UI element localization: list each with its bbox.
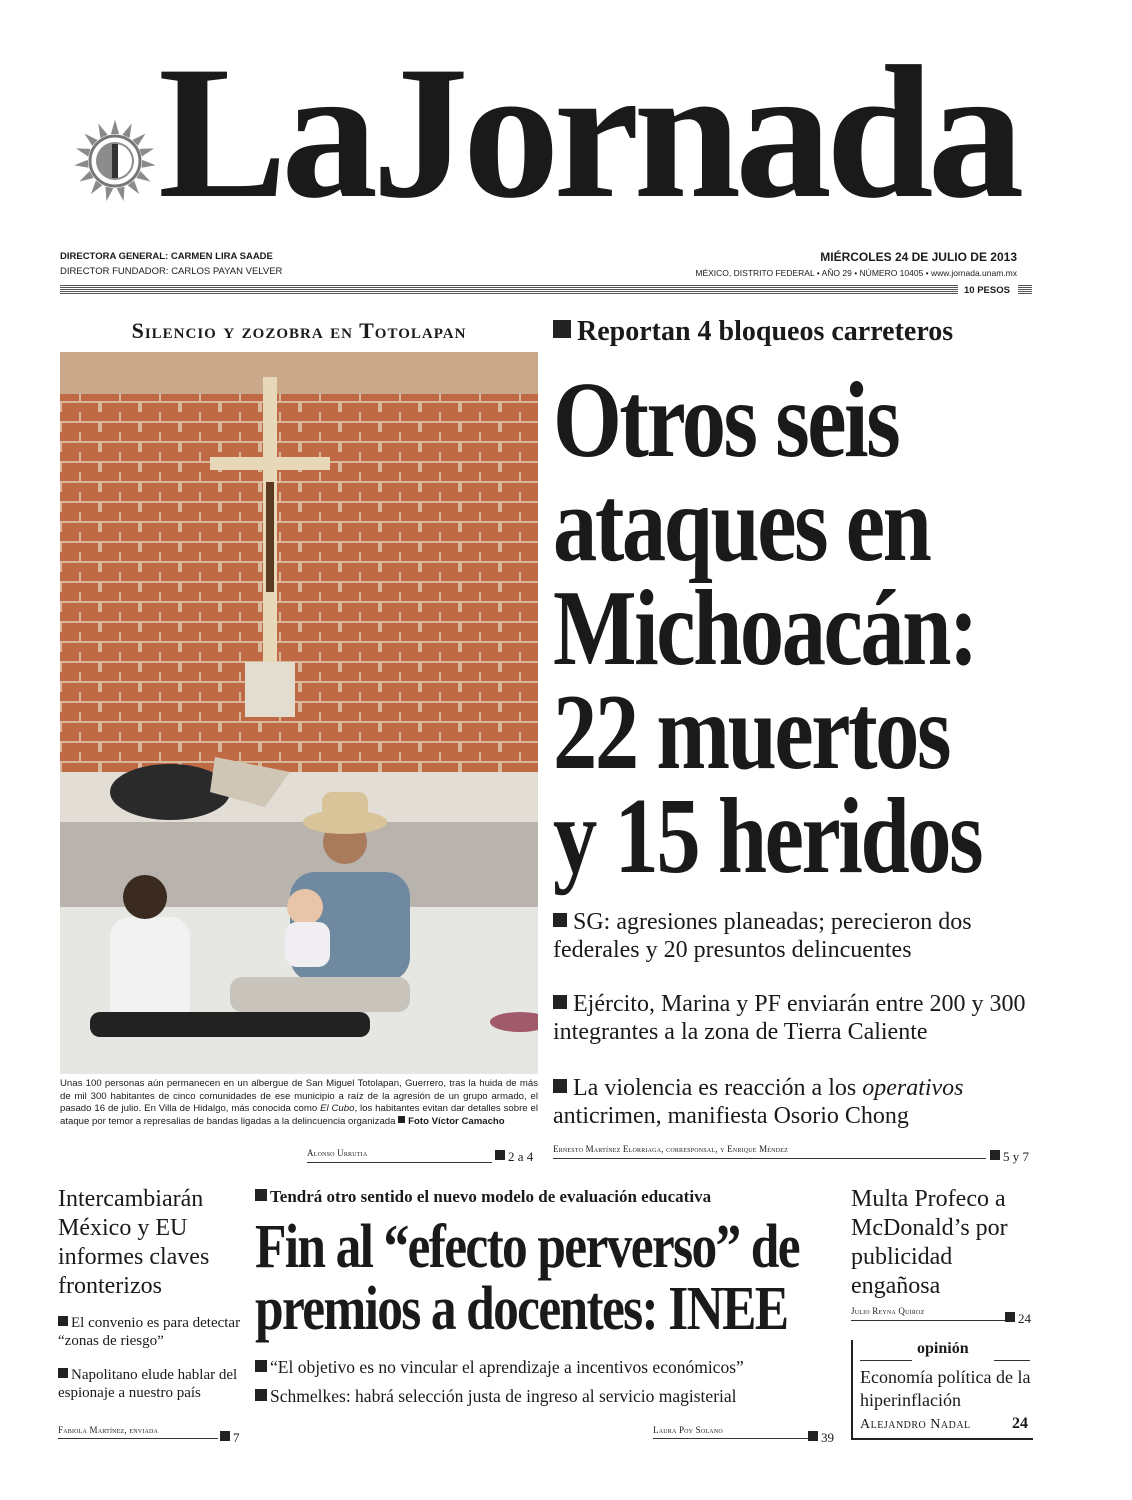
center-bullet-1: “El objetivo es no vincular el aprendizaje a incentivos económicos”: [255, 1357, 744, 1378]
lead-bullet-2: Ejército, Marina y PF enviarán entre 200 y 300 integrantes a la zona de Tierra Caliente: [553, 991, 1026, 1045]
issue-date: MIÉRCOLES 24 DE JULIO DE 2013: [820, 250, 1017, 264]
main-photo: [60, 352, 538, 1074]
left-bullet-2: Napolitano elude hablar del espionaje a nuestro país: [58, 1367, 238, 1401]
founder-credit: DIRECTOR FUNDADOR: CARLOS PAYAN VELVER: [60, 266, 283, 277]
masthead-rule: [60, 285, 958, 294]
opinion-title: Economía política de la hiperinflación: [860, 1367, 1031, 1410]
left-pages: 7: [220, 1430, 240, 1446]
lead-bullet-1: SG: agresiones planeadas; perecieron dos federales y 20 presuntos delincuentes: [553, 909, 972, 963]
right-byline: Julio Reyna Quiroz: [851, 1306, 925, 1316]
photo-story-pages: 2 a 4: [495, 1149, 533, 1165]
opinion-page: 24: [1012, 1415, 1028, 1432]
center-byline: Laura Poy Solano: [653, 1425, 723, 1435]
center-pages: 39: [808, 1430, 834, 1446]
right-pages: 24: [1005, 1311, 1031, 1327]
newspaper-logo: LaJornada: [158, 28, 1019, 238]
left-story-headline: Intercambiarán México y EU informes claves fronterizos: [58, 1186, 210, 1299]
right-story-headline: Multa Profeco a McDonald’s por publicidad engañosa: [851, 1186, 1008, 1299]
sun-logo-icon: [72, 118, 158, 204]
center-bullet-2: Schmelkes: habrá selección justa de ingreso al servicio magisterial: [255, 1386, 737, 1407]
lead-kicker: Reportan 4 bloqueos carreteros: [553, 316, 953, 348]
director-credit: DIRECTORA GENERAL: CARMEN LIRA SAADE: [60, 251, 273, 262]
lead-byline: Ernesto Martínez Elorriaga, corresponsal, y Enrique Méndez: [553, 1144, 788, 1154]
lead-headline: Otros seis ataques en Michoacán: 22 muertos y 15 heridos: [553, 361, 982, 896]
photo-story-title: Silencio y zozobra en Totolapan: [131, 318, 467, 343]
center-headline: Fin al “efecto perverso” de premios a docentes: INEE: [255, 1213, 799, 1343]
photo-caption: Unas 100 personas aún permanecen en un albergue de San Miguel Totolapan, Guerrero, tras la huida de más de mil 300 habitantes de cinco comunidades de ese municipio a raíz de la agresión de un grupo armado, el pasado 16 de julio. En Villa de Hidalgo, más conocida como El Cubo, los habitantes evitan dar detalles sobre el ataque por temor a represalias de bandas ligadas a la delincuencia organizada Foto Víctor Camacho: [60, 1078, 538, 1127]
photo-credit: Foto Víctor Camacho: [408, 1115, 505, 1127]
lead-bullet-3: La violencia es reacción a los operativos anticrimen, manifiesta Osorio Chong: [553, 1075, 964, 1129]
photo-story-byline: Alonso Urrutia: [307, 1148, 368, 1158]
price: 10 PESOS: [964, 285, 1010, 296]
issue-info: MÉXICO, DISTRITO FEDERAL • AÑO 29 • NÚMERO 10405 • www.jornada.unam.mx: [695, 268, 1017, 278]
left-byline: Fabiola Martínez, enviada: [58, 1425, 159, 1435]
opinion-author: Alejandro Nadal: [860, 1417, 971, 1432]
center-kicker: Tendrá otro sentido el nuevo modelo de evaluación educativa: [255, 1187, 711, 1207]
left-bullet-1: El convenio es para detectar “zonas de riesgo”: [58, 1315, 241, 1349]
lead-pages: 5 y 7: [990, 1149, 1029, 1165]
opinion-label: opinión: [917, 1340, 969, 1357]
